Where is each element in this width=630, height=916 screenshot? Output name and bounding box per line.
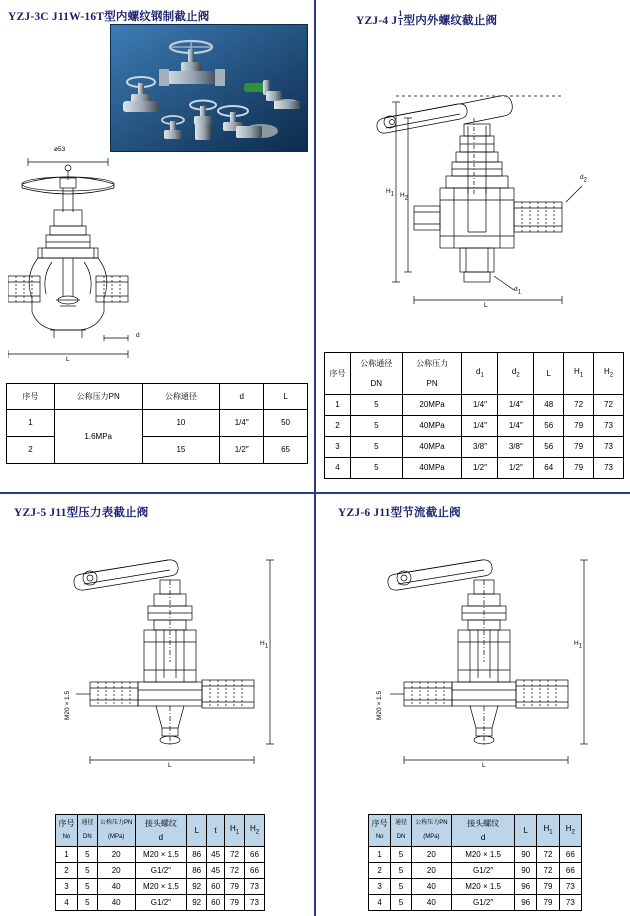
cell-thread: M20 × 1.5 [135,879,187,895]
cell-dn: 5 [391,847,411,863]
cell-h1: 72 [537,847,559,863]
panel-yzj-5 [0,494,314,916]
col-header-t: t [207,815,225,847]
cell-h1: 79 [564,437,594,458]
cell-d2: 3/8″ [498,437,534,458]
table-row [325,437,624,458]
cell-l: 92 [187,879,207,895]
cell-l: 65 [264,437,308,464]
panel-title-suffix: 型压力表截止阀 [66,507,149,519]
cell-pn: 40MPa [402,458,462,479]
cell-pn: 40 [411,879,452,895]
cell-h2: 73 [559,895,581,911]
panel-yzj-6 [316,494,630,916]
cell-h2: 73 [245,895,265,911]
cell-h1: 72 [225,863,245,879]
col-header-2: 公称通径 [142,384,220,410]
col-subheader-d: d [135,831,187,847]
col-subheader-no: No [56,831,78,847]
dim-label-L: L [482,762,486,769]
cell-dn: 5 [77,847,97,863]
cell-d2: 1/4″ [498,416,534,437]
col-header-pn: 公称压力PN [411,815,452,831]
cell-dn: 5 [77,895,97,911]
col-header-thread: 接头螺纹 [452,815,515,831]
cell-dn: 15 [142,437,220,464]
cell-h1: 72 [225,847,245,863]
col-header-seq: 序号 [325,353,351,395]
cell-pn: 20 [97,863,135,879]
cell-h2: 73 [245,879,265,895]
cell-l: 90 [515,863,537,879]
cell-dn: 5 [350,437,402,458]
cell-thread: G1/2″ [452,895,515,911]
col-header-pn: 公称压力PN [97,815,135,831]
cell-seq: 2 [56,863,78,879]
dim-label-H1: H1 [574,640,583,650]
fraction-numerator: 1 [398,9,403,18]
cell-pn: 20MPa [402,395,462,416]
cell-h2: 73 [559,879,581,895]
cell-l: 96 [515,895,537,911]
col-header-H2: $H_2$ [594,353,624,395]
cell-thread: G1/2″ [452,863,515,879]
dim-label-thread: M20 × 1.5 [64,690,71,720]
cell-t: 60 [207,895,225,911]
table-header-row [7,384,308,410]
cell-l: 48 [534,395,564,416]
table-header-row [369,815,582,831]
cell-l: 56 [534,437,564,458]
cell-h2: 73 [594,416,624,437]
cell-dn: 5 [391,879,411,895]
cell-dn: 5 [350,395,402,416]
col-header-H1: $H_1$ [564,353,594,395]
cell-t: 60 [207,879,225,895]
cell-h2: 73 [594,437,624,458]
cell-l: 92 [187,895,207,911]
col-subheader-no: No [369,831,391,847]
dim-label-thread: M20 × 1.5 [376,690,383,720]
table-row [56,863,265,879]
cell-t: 45 [207,863,225,879]
title-fraction [398,10,402,26]
table-row [369,895,582,911]
col-header-seq: 序号 [56,815,78,831]
cell-d2: 1/4″ [498,395,534,416]
table-row [56,879,265,895]
col-subheader-dn: DN [350,374,402,395]
col-header-0: 序号 [7,384,55,410]
cell-l: 86 [187,863,207,879]
panel-title-suffix: 型内螺纹钢制截止阀 [104,11,210,23]
cell-seq: 4 [325,458,351,479]
cell-dn: 5 [77,863,97,879]
cell-thread: M20 × 1.5 [135,847,187,863]
panel-title-prefix: YZJ-5 J11 [14,507,67,519]
cell-h1: 79 [564,458,594,479]
table-row [7,410,308,437]
table-row [369,863,582,879]
col-header-seq: 序号 [369,815,391,831]
cell-d1: 3/8″ [462,437,498,458]
col-header-L: L [534,353,564,395]
spec-table-yzj-6 [368,814,582,911]
cell-l: 90 [515,847,537,863]
cell-l: 64 [534,458,564,479]
cell-seq: 1 [56,847,78,863]
panel-title-yzj-4 [356,10,497,28]
panel-title-yzj-6 [338,504,461,520]
panel-title-yzj-3c [8,8,210,24]
col-header-1: 公称压力PN [54,384,142,410]
fraction-denominator: 1 [398,17,403,27]
col-subheader-dn: DN [77,831,97,847]
dim-label-H1: H1 [386,188,395,198]
cell-pn: 20 [411,847,452,863]
col-header-d2: $d_2$ [498,353,534,395]
cell-pn: 40MPa [402,416,462,437]
dim-label-H2: H2 [400,192,409,202]
dim-label-H1: H1 [260,640,269,650]
cell-dn: 5 [350,458,402,479]
cell-seq: 4 [56,895,78,911]
valve-drawing-yzj-5 [46,552,286,807]
cell-l: 56 [534,416,564,437]
cell-d: 1/4″ [220,410,264,437]
cell-d1: 1/4″ [462,416,498,437]
cell-d1: 1/4″ [462,395,498,416]
cell-thread: M20 × 1.5 [452,847,515,863]
table-row [325,395,624,416]
panel-title-prefix: YZJ-4 J [356,14,398,27]
cell-thread: M20 × 1.5 [452,879,515,895]
cell-l: 86 [187,847,207,863]
cell-h2: 72 [594,395,624,416]
cell-seq: 3 [369,879,391,895]
table-row [56,895,265,911]
cell-seq: 2 [7,437,55,464]
cell-h1: 79 [537,895,559,911]
cell-thread: G1/2″ [135,863,187,879]
cell-pn: 20 [97,847,135,863]
col-header-dn: 通径 [77,815,97,831]
col-header-dn: 通径 [391,815,411,831]
cell-d2: 1/2″ [498,458,534,479]
col-subheader-dn: DN [391,831,411,847]
col-header-3: d [220,384,264,410]
cell-dn: 10 [142,410,220,437]
panel-yzj-3c [0,0,314,492]
table-row [325,458,624,479]
cell-h1: 79 [225,895,245,911]
cell-dn: 5 [391,863,411,879]
table-header-row [56,815,265,831]
cell-pn: 40 [97,895,135,911]
panel-title-prefix: YZJ-3C J11W-16T [8,11,105,23]
cell-d1: 1/2″ [462,458,498,479]
cell-seq: 1 [7,410,55,437]
cell-seq: 1 [369,847,391,863]
cell-pn: 1.6MPa [54,410,142,464]
col-header-L: L [515,815,537,847]
dim-label-d1: d1 [514,286,521,296]
cell-h2: 66 [245,847,265,863]
cell-pn: 40MPa [402,437,462,458]
cell-h2: 66 [245,863,265,879]
table-row [369,847,582,863]
dim-label-d2: d2 [580,174,587,184]
valve-drawing-yzj-4 [374,66,624,351]
col-header-H2: $H_2$ [245,815,265,847]
col-subheader-pn: PN [402,374,462,395]
cell-seq: 2 [325,416,351,437]
cell-seq: 1 [325,395,351,416]
cell-seq: 3 [325,437,351,458]
valve-drawing-yzj-3c [8,146,298,385]
dim-label-L: L [484,302,488,309]
valve-drawing-yzj-6 [360,552,600,807]
cell-pn: 40 [411,895,452,911]
table-row [56,847,265,863]
cell-h2: 66 [559,863,581,879]
cell-dn: 5 [391,895,411,911]
cell-seq: 2 [369,863,391,879]
col-header-pn-main: 公称压力 [402,353,462,374]
col-header-thread: 接头螺纹 [135,815,187,831]
table-header-row [325,353,624,374]
cell-h1: 72 [564,395,594,416]
table-row [325,416,624,437]
cell-l: 96 [515,879,537,895]
col-subheader-mpa: (MPa) [411,831,452,847]
col-header-H1: $H_1$ [225,815,245,847]
col-header-d1: $d_1$ [462,353,498,395]
cell-h1: 72 [537,863,559,879]
panel-title-yzj-5 [14,504,149,520]
col-header-H2: $H_2$ [559,815,581,847]
cell-h1: 79 [537,879,559,895]
col-header-4: L [264,384,308,410]
col-subheader-d: d [452,831,515,847]
cell-dn: 5 [77,879,97,895]
dim-label-d: d [136,332,140,339]
col-header-H1: $H_1$ [537,815,559,847]
cell-thread: G1/2″ [135,895,187,911]
cell-l: 50 [264,410,308,437]
cell-h1: 79 [564,416,594,437]
cell-d: 1/2″ [220,437,264,464]
panel-title-suffix: 型内外螺纹截止阀 [403,14,498,27]
cell-h1: 79 [225,879,245,895]
panel-title-suffix: 型节流截止阀 [390,507,461,519]
cell-h2: 66 [559,847,581,863]
cell-dn: 5 [350,416,402,437]
dim-label-phi53: ø53 [54,146,66,153]
panel-yzj-4 [316,0,630,492]
table-row [7,437,308,464]
cell-seq: 4 [369,895,391,911]
spec-table-yzj-3c [6,383,308,464]
spec-table-yzj-5 [55,814,265,911]
spec-table-yzj-4 [324,352,624,479]
col-subheader-mpa: (MPa) [97,831,135,847]
panel-title-prefix: YZJ-6 J11 [338,507,391,519]
cell-h2: 73 [594,458,624,479]
cell-pn: 40 [97,879,135,895]
dim-label-L: L [66,356,70,363]
dim-label-L: L [168,762,172,769]
cell-t: 45 [207,847,225,863]
col-header-L: L [187,815,207,847]
col-header-dn-main: 公称通径 [350,353,402,374]
cell-seq: 3 [56,879,78,895]
product-photo [110,24,308,152]
cell-pn: 20 [411,863,452,879]
table-row [369,879,582,895]
